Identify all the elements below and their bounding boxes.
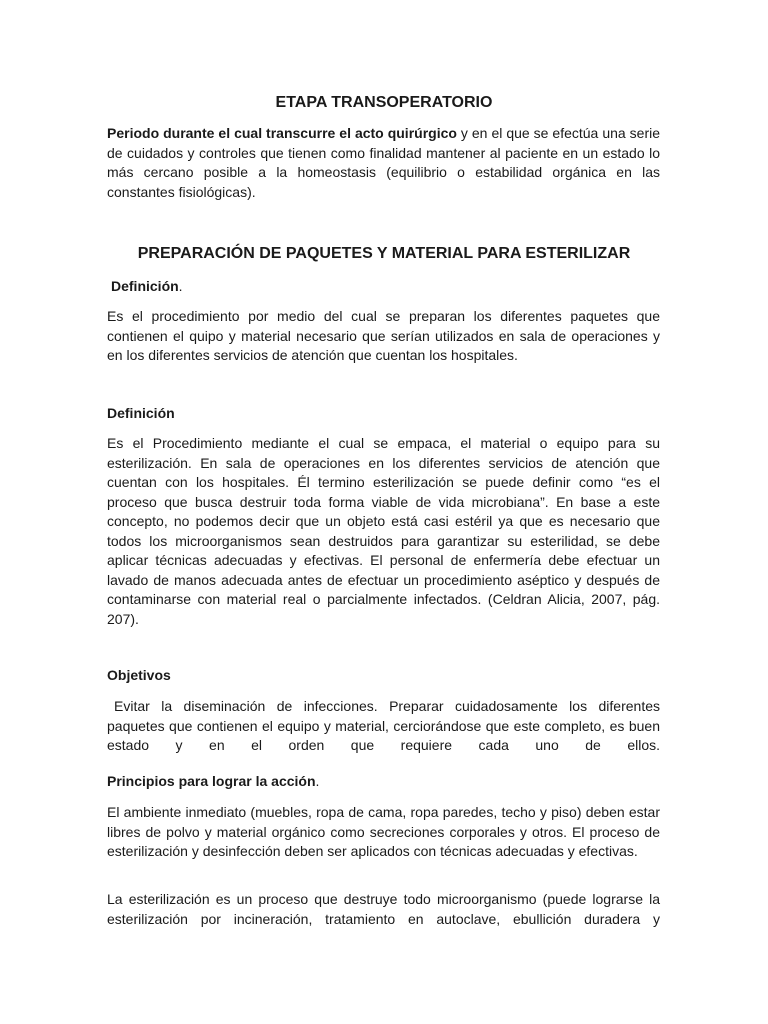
principles-paragraph-2: La esterilización es un proceso que destruye todo microorganismo (puede lograrse la esterilización por incineración, tratamiento en autoclave, ebullición duradera y: [107, 891, 660, 927]
definition-heading-1: [111, 278, 664, 294]
section-title-transoperatorio: ETAPA TRANSOPERATORIO: [275, 94, 493, 111]
definition-label-1: Definición: [111, 278, 179, 294]
definition-paragraph-2: Es el Procedimiento mediante el cual se empaca, el material o equipo para su esterilización. En sala de operaciones en los diferentes servicios de atención que cuentan con los hospitales. Él termino esterilización se puede definir como “es el proceso que busca destruir toda forma viable de vida microbiana”. En base a este concepto, no podemos decir que un objeto está casi estéril ya que es necesario que todos los microorganismos sean destruidos para garantizar su esterilidad, se debe aplicar técnicas adecuadas y efectivas. El personal de enfermería debe efectuar un lavado de manos adecuada antes de efectuar un procedimiento aséptico y después de contaminarse con material real o parcialmente infectados. (Celdran Alicia, 2007, pág. 207).: [107, 435, 660, 627]
intro-bold-phrase: Periodo durante el cual transcurre el acto quirúrgico: [107, 125, 457, 141]
intro-paragraph: [107, 124, 660, 202]
definition-paragraph-1: Es el procedimiento por medio del cual se preparan los diferentes paquetes que contienen el quipo y material necesario que serían utilizados en sala de operaciones y en los diferentes servicios de atención que cuentan los hospitales.: [107, 308, 660, 363]
principles-paragraph-1: El ambiente inmediato (muebles, ropa de cama, ropa paredes, techo y piso) deben estar libres de polvo y material orgánico como secreciones corporales y otros. El proceso de esterilización y desinfección deben ser aplicados con técnicas adecuadas y efectivas.: [107, 804, 660, 859]
definition-heading-2: Definición: [107, 405, 175, 421]
principles-dot: .: [315, 773, 320, 789]
principles-heading: [107, 773, 660, 789]
principles-label: Principios para lograr la acción: [107, 773, 316, 789]
definition-dot-1: .: [178, 278, 183, 294]
section-title-preparacion: PREPARACIÓN DE PAQUETES Y MATERIAL PARA ESTERILIZAR: [137, 245, 631, 262]
objectives-heading: Objetivos: [107, 667, 171, 683]
intro-text: y en el que se efectúa una serie de cuidados y controles que tienen como finalidad mantener al paciente en un estado lo más cercano posible a la homeostasis (equilibrio o estabilidad orgánica en las constantes fisiológicas).: [107, 125, 661, 200]
objectives-paragraph: Evitar la diseminación de infecciones. Preparar cuidadosamente los diferentes paquetes que contienen el equipo y material, cerciorándose que este completo, es buen estado y en el orden que requiere cada uno de ellos.: [107, 698, 660, 753]
